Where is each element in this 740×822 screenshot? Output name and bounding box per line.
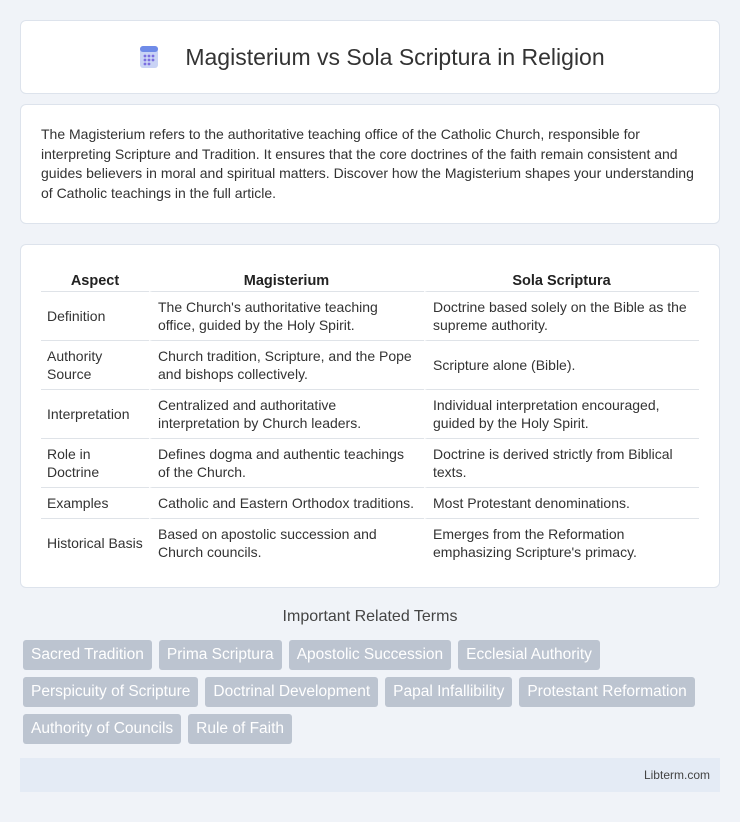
comparison-card <box>20 244 720 588</box>
table-cell: Role in Doctrine <box>41 438 149 487</box>
table-cell: Church tradition, Scripture, and the Pope and bishops collectively. <box>149 340 424 389</box>
table-row <box>41 487 699 518</box>
table-row <box>41 438 699 487</box>
tag-apostolic-succession[interactable]: Apostolic Succession <box>289 640 451 670</box>
column-header-magisterium: Magisterium <box>243 273 330 289</box>
related-terms-tags <box>23 640 723 751</box>
column-header-sola-scriptura: Sola Scriptura <box>512 273 611 289</box>
tag-protestant-reformation[interactable]: Protestant Reformation <box>519 677 694 707</box>
tag-row <box>23 677 723 707</box>
table-cell: Catholic and Eastern Orthodox traditions. <box>149 487 424 518</box>
table-cell: Emerges from the Reformation emphasizing Scripture's primacy. <box>424 518 699 567</box>
tag-sacred-tradition[interactable]: Sacred Tradition <box>23 640 152 670</box>
table-cell: Centralized and authoritative interpretation by Church leaders. <box>149 389 424 438</box>
table-cell: Historical Basis <box>41 518 149 567</box>
table-cell: The Church's authoritative teaching office, guided by the Holy Spirit. <box>149 291 424 340</box>
intro-text: The Magisterium refers to the authoritative teaching office of the Catholic Church, responsible for interpreting Scripture and Tradition. It ensures that the core doctrines of the faith remain consistent and guides believers in moral and spiritual matters. Discover how the Magisterium shapes your understanding of Catholic teachings in the full article. <box>41 126 694 201</box>
comparison-table <box>41 265 699 567</box>
table-cell: Based on apostolic succession and Church councils. <box>149 518 424 567</box>
table-cell: Definition <box>41 291 149 340</box>
table-cell: Scripture alone (Bible). <box>424 340 699 389</box>
tag-doctrinal-development[interactable]: Doctrinal Development <box>205 677 378 707</box>
table-cell: Doctrine is derived strictly from Biblical texts. <box>424 438 699 487</box>
tag-row <box>23 714 723 744</box>
table-cell: Most Protestant denominations. <box>424 487 699 518</box>
table-cell: Defines dogma and authentic teachings of the Church. <box>149 438 424 487</box>
document-icon <box>135 43 163 71</box>
table-row <box>41 291 699 340</box>
table-cell: Examples <box>41 487 149 518</box>
table-cell: Individual interpretation encouraged, guided by the Holy Spirit. <box>424 389 699 438</box>
column-header-aspect: Aspect <box>70 273 120 289</box>
table-row <box>41 518 699 567</box>
footer <box>20 758 720 792</box>
page-title: Magisterium vs Sola Scriptura in Religion <box>185 43 605 70</box>
table-row <box>41 389 699 438</box>
table-cell: Authority Source <box>41 340 149 389</box>
tag-papal-infallibility[interactable]: Papal Infallibility <box>385 677 512 707</box>
tag-prima-scriptura[interactable]: Prima Scriptura <box>159 640 282 670</box>
tag-row <box>23 640 723 670</box>
table-cell: Interpretation <box>41 389 149 438</box>
table-cell: Doctrine based solely on the Bible as the supreme authority. <box>424 291 699 340</box>
tag-perspicuity-of-scripture[interactable]: Perspicuity of Scripture <box>23 677 198 707</box>
table-row <box>41 340 699 389</box>
tag-authority-of-councils[interactable]: Authority of Councils <box>23 714 181 744</box>
intro-card <box>20 104 720 224</box>
tag-rule-of-faith[interactable]: Rule of Faith <box>188 714 292 744</box>
tag-ecclesial-authority[interactable]: Ecclesial Authority <box>458 640 600 670</box>
footer-site-link[interactable]: Libterm.com <box>643 768 710 782</box>
header-card <box>20 20 720 94</box>
related-terms-title: Important Related Terms <box>282 608 458 625</box>
